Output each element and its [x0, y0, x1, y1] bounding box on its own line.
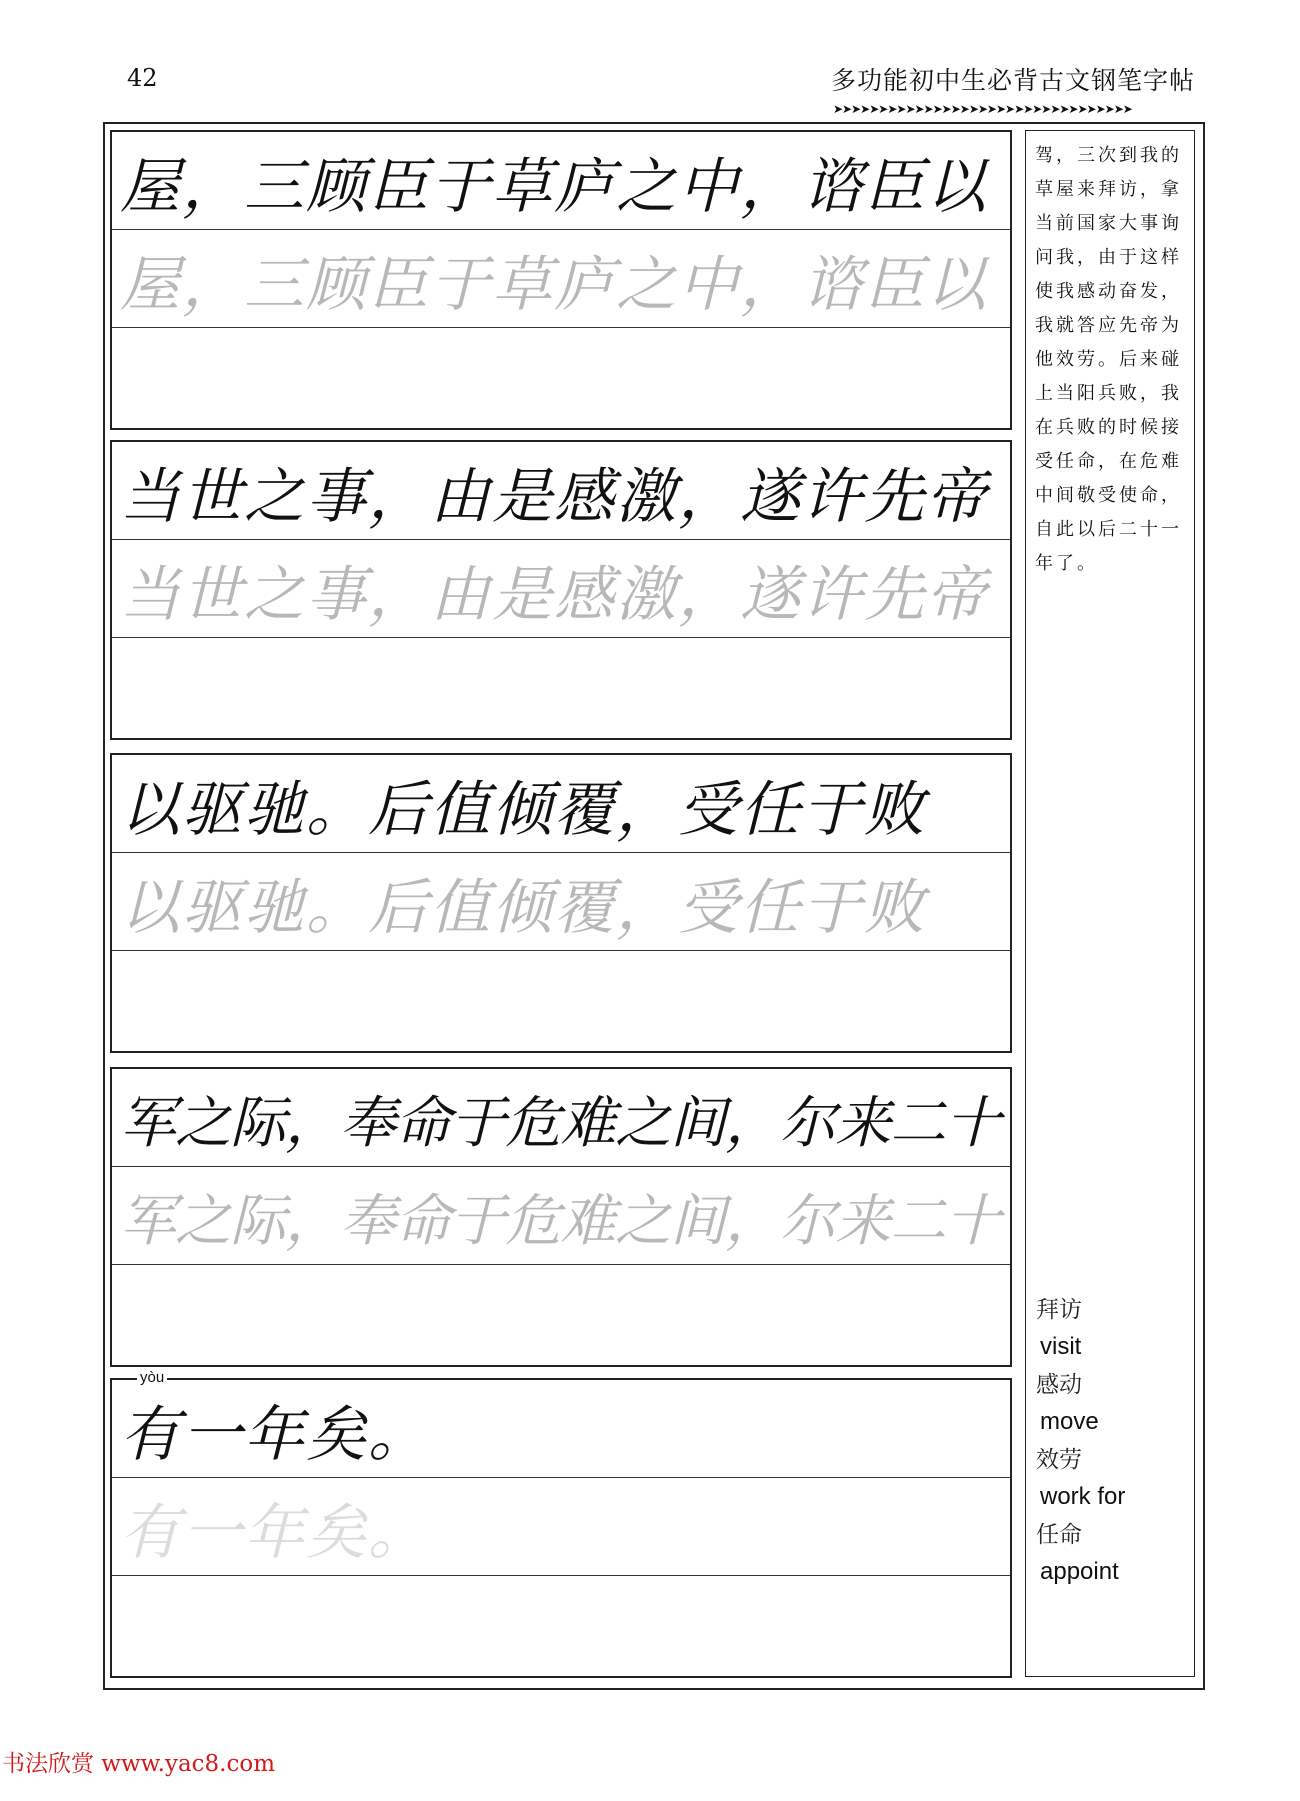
- translation-text: 驾，三次到我的草屋来拜访，拿当前国家大事询问我，由于这样使我感动奋发，我就答应先帝为他效劳。后来碰上当阳兵败，我在兵败的时候接受任命，在危难中间敬受使命，自此以后二十一年了。: [1035, 145, 1182, 574]
- page-number: 42: [127, 64, 158, 92]
- pinyin-annotation: yòu: [137, 1369, 167, 1387]
- vocab-english: appoint: [1040, 1558, 1119, 1585]
- trace-text: 当世之事，由是感激，遂许先帝: [120, 560, 988, 630]
- practice-block-3: [110, 753, 1012, 1053]
- practice-block-5: [110, 1369, 1012, 1678]
- practice-block-1: [110, 130, 1012, 430]
- vocab-chinese: 任命: [1036, 1521, 1082, 1547]
- model-text: 有一年矣。: [120, 1400, 430, 1470]
- blank-practice-row[interactable]: [112, 328, 1010, 426]
- vocab-chinese: 拜访: [1036, 1296, 1082, 1322]
- book-title: 多功能初中生必背古文钢笔字帖: [830, 66, 1195, 95]
- blank-practice-row[interactable]: [112, 638, 1010, 736]
- blank-practice-row[interactable]: [112, 1265, 1010, 1363]
- model-text: 屋，三顾臣于草庐之中，谘臣以: [120, 152, 988, 222]
- blank-practice-row[interactable]: [112, 1576, 1010, 1674]
- vocab-english: visit: [1040, 1333, 1082, 1360]
- trace-text: 军之际，奉命于危难之间，尔来二十: [120, 1189, 1000, 1254]
- vocab-english: move: [1040, 1408, 1099, 1435]
- model-text: 以驱驰。后值倾覆，受任于败: [120, 775, 926, 845]
- watermark: 书法欣赏 www.yac8.com: [2, 1751, 276, 1777]
- vocab-chinese: 感动: [1036, 1371, 1082, 1397]
- trace-text: 以驱驰。后值倾覆，受任于败: [120, 873, 926, 943]
- vocab-chinese: 效劳: [1036, 1446, 1082, 1472]
- arrow-divider: ➤➤➤➤➤➤➤➤➤➤➤➤➤➤➤➤➤➤➤➤➤➤➤➤➤➤➤➤➤➤➤➤➤: [833, 103, 1132, 116]
- blank-practice-row[interactable]: [112, 951, 1010, 1049]
- model-text: 当世之事，由是感激，遂许先帝: [120, 462, 988, 532]
- practice-block-4: [110, 1067, 1012, 1367]
- trace-text: 有一年矣。: [120, 1498, 430, 1568]
- practice-block-2: [110, 440, 1012, 740]
- vocab-english: work for: [1040, 1483, 1126, 1510]
- trace-text: 屋，三顾臣于草庐之中，谘臣以: [120, 250, 988, 320]
- translation-panel: [1025, 130, 1195, 1677]
- vocabulary-list: [1036, 1291, 1125, 1591]
- model-text: 军之际，奉命于危难之间，尔来二十: [120, 1091, 1000, 1156]
